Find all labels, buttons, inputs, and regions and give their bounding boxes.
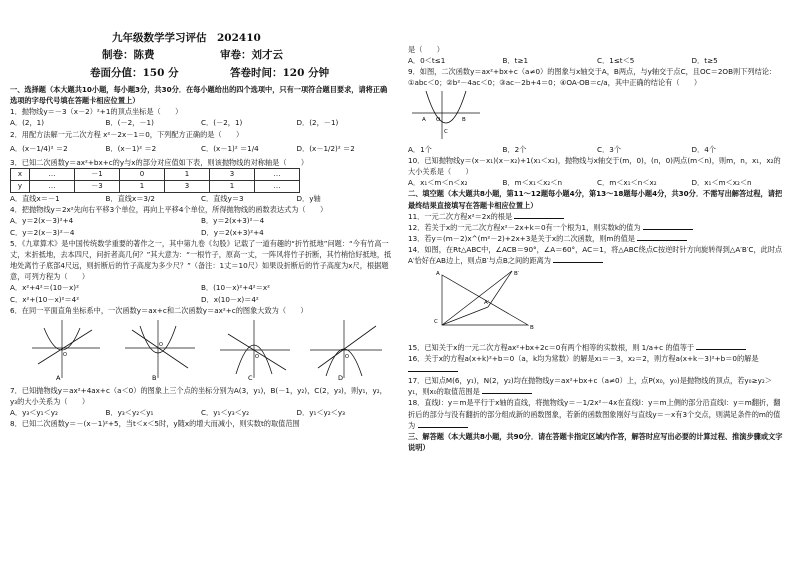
question-12 (408, 222, 786, 233)
q7-option-d: D．y₁＜y₂＜y₃ (296, 408, 346, 418)
q6-label-b: B (152, 373, 157, 382)
q16-answer-blank (408, 364, 458, 372)
q15-answer-blank (696, 342, 746, 350)
q9-label-b: B (462, 116, 466, 123)
q13-answer-blank (637, 233, 687, 241)
q5-option-a: A．x²+4²＝(10－x)² (10, 283, 79, 293)
q1-option-c: C．(－2，1) (201, 118, 243, 128)
q6-label-d: D (338, 373, 344, 382)
q7-option-b: B．y₃＜y₂＜y₁ (105, 408, 154, 418)
table-cell: … (30, 169, 75, 181)
q9-option-d: D．4个 (691, 144, 716, 154)
question-4-options-row1 (10, 215, 392, 226)
svg-text:O: O (255, 353, 259, 360)
question-5-options-row1 (10, 282, 392, 293)
q3-option-c: C．直线y＝3 (201, 194, 244, 204)
q6-graph-b (125, 320, 195, 382)
question-3: 3．已知二次函数y＝ax²+bx+c的y与x的部分对应值如下表，则该抛物线的对称轴是（ ） (10, 157, 309, 167)
q3-option-a: A．直线x＝－1 (10, 194, 60, 204)
q2-option-b: B．(x－1)² ＝2 (105, 143, 157, 153)
q7-option-c: C．y₁＜y₃＜y₂ (201, 408, 249, 418)
q14-answer-blank (553, 255, 603, 263)
q13-text: 13．若y＝(m－2)x^(m²－2)+2x+3是关于x的二次函数，则m的值是 (408, 234, 635, 244)
q6-label-a: A (56, 373, 61, 382)
q14-text: 14．如图，在Rt△ABC中，∠ACB＝90°，∠A＝60°，AC＝1，将△ABC绕点C按逆时针方向旋转得到△A′B′C，此时点A′恰好在AB边上，则点B′与点B之间的距离为 (408, 245, 783, 266)
q1-option-a: A．(2，1) (10, 118, 45, 128)
q5-option-b: B．(10－x)²+4²＝x² (201, 283, 270, 293)
table-cell: … (30, 181, 75, 193)
question-6-graphs (10, 316, 392, 382)
q12-answer-blank (643, 222, 693, 230)
question-6: 6．在同一平面直角坐标系中，一次函数y＝ax+c和二次函数y＝ax²+c的图象大致为（ ） (10, 305, 308, 315)
time-line: 答卷时间：120 分钟 (230, 67, 330, 79)
q4-option-a: A．y＝2(x－3)²+4 (10, 216, 74, 226)
q8-option-a: A．0＜t≤1 (408, 56, 446, 66)
question-4-options-row2 (10, 227, 392, 238)
q17-text: 17．已知点M(6，y₁)，N(2，y₂)均在抛物线y＝ax²+bx+c（a≠0）上，点P(x₀，y₀)是抛物线的顶点，若y₀≥y₂＞y₁，则x₀的取值范围是 (408, 376, 772, 397)
q1-option-d: D．(2，－1) (296, 118, 339, 128)
question-5-options-row2 (10, 294, 392, 305)
question-11 (408, 211, 786, 222)
q17-answer-blank (482, 386, 532, 394)
question-15 (408, 342, 786, 353)
table-row (11, 181, 300, 193)
question-10-options (408, 177, 786, 188)
table-cell: x (11, 169, 30, 181)
question-17 (408, 375, 786, 397)
table-row (11, 169, 300, 181)
q14-label-b-prime: B′ (514, 270, 520, 277)
q10-option-a: A．x₁＜m＜n＜x₂ (408, 178, 468, 188)
svg-text:O: O (159, 341, 163, 348)
q8-option-c: C．1≤t＜5 (597, 56, 635, 66)
reviewer-line: 审卷：刘才云 (220, 49, 283, 61)
q8-option-d: D．t≥5 (691, 56, 718, 66)
q7-option-a: A．y₃＜y₁＜y₂ (10, 408, 58, 418)
question-10: 10．已知抛物线y＝(x－x₁)(x－x₂)+1(x₁＜x₂)，抛物线与x轴交于(m，0)，(n，0)两点(m＜n)，则m，n，x₁，x₂的大小关系是（ ） (408, 155, 781, 177)
q10-option-d: D．x₁＜m＜x₂＜n (691, 178, 752, 188)
table-cell: 3 (210, 169, 255, 181)
table-cell: 1 (210, 181, 255, 193)
left-column (10, 0, 392, 561)
question-2: 2．用配方法解一元二次方程 x²－2x－1＝0，下列配方正确的是（ ） (10, 129, 244, 139)
q14-label-a: A (436, 270, 440, 277)
q15-text: 15．已知关于x的一元二次方程ax²+bx+2c＝0有两个相等的实数根，则 1/a+c 的值等于 (408, 342, 695, 352)
q1-option-b: B．(－2，－1) (105, 118, 154, 128)
table-cell: 1 (120, 181, 165, 193)
q12-text: 12．若关于x的一元二次方程x²－2x+k＝0有一个根为1，则实数k的值为 (408, 222, 641, 232)
table-cell: … (255, 181, 300, 193)
question-18 (408, 397, 786, 430)
q6-graph-c (220, 320, 290, 382)
q14-label-c: C (434, 318, 438, 325)
q11-answer-blank (514, 211, 564, 219)
q9-label-c: C (444, 128, 448, 135)
section-2-heading: 二、填空题（本大题共8小题，第11～12题每小题4分，第13～18题每小题4分，共30分．不需写出解答过程，请把最终结果直接填写在答题卡相应位置上） (408, 189, 783, 210)
section-3-heading: 三、解答题（本大题共8小题，共90分．请在答题卡指定区域内作答，解答时应写出必要的计算过程、推演步骤或文字说明） (408, 431, 783, 453)
table-cell: 0 (120, 169, 165, 181)
question-8-options (408, 55, 786, 66)
question-2-options (10, 143, 392, 154)
q11-text: 11．一元二次方程x²＝2x的根是 (408, 211, 513, 221)
question-3-options (10, 193, 392, 204)
section-1-heading: 一、选择题（本大题共10小题，每小题3分，共30分．在每小题给出的四个选项中，只有一项符合题目要求，请将正确选项的字母代号填在答题卡相应位置上） (10, 85, 388, 106)
q3-option-b: B．直线x＝3/2 (105, 194, 156, 204)
question-8: 8．已知二次函数y＝－(x－1)²+5，当t＜x＜5时，y随x的增大而减小，则实数t的取值范围 (10, 419, 300, 429)
q9-label-o: O (436, 116, 441, 123)
question-9-options (408, 144, 786, 155)
q6-label-c: C (248, 373, 253, 382)
q5-option-c: C．x²+(10－x)²＝4² (10, 294, 80, 304)
question-9-figure (408, 89, 488, 141)
q2-option-d: D．(x－1/2)² ＝2 (296, 143, 355, 153)
q10-option-c: C．m＜x₁＜n＜x₂ (597, 178, 657, 188)
score-line: 卷面分值：150 分 (90, 67, 179, 79)
exam-title: 九年级数学学习评估 202410 (112, 32, 261, 44)
table-cell: 3 (165, 181, 210, 193)
table-cell: … (255, 169, 300, 181)
question-9: 9．如图，二次函数y＝ax²+bx+c（a≠0）的图象与x轴交于A，B两点，与y轴交于点C，且OC＝2OB则下列结论：①abc＜0；②b²－4ac＜0；③ac－2b+4＝0；④OA·OB＝c/a，其中正确的结论有（ ） (408, 67, 777, 88)
q14-label-a-prime: A′ (484, 299, 490, 306)
question-4: 4．把抛物线y＝2x²先向右平移3个单位，再向上平移4个单位，所得抛物线的函数表达式为（ ） (10, 205, 328, 215)
q3-option-d: D．y轴 (296, 194, 321, 204)
question-14 (408, 244, 786, 266)
maker-line: 制卷：陈费 (102, 49, 155, 61)
question-16 (408, 353, 786, 375)
q8-option-b: B．t≥1 (502, 56, 529, 66)
q18-answer-blank (418, 420, 468, 428)
q9-option-b: B．2个 (502, 144, 527, 154)
q9-option-a: A．1个 (408, 144, 432, 154)
table-cell: y (11, 181, 30, 193)
q4-option-d: D．y＝2(x+3)²+4 (201, 227, 264, 237)
question-13 (408, 233, 786, 244)
q9-label-a: A (422, 116, 426, 123)
q16-text: 16．关于x的方程a(x+k)²+b＝0（a，k均为常数）的解是x₁＝－3，x₂＝2，则方程a(x+k－3)²+b＝0的解是 (408, 353, 759, 363)
q4-option-b: B．y＝2(x+3)²－4 (201, 216, 265, 226)
question-5: 5．《九章算术》是中国传统数学重要的著作之一，其中第九卷《勾股》记载了一道有趣的“折竹抵地”问题：“今有竹高一丈，末折抵地，去本四尺，问折者高几何？”其大意为：“一根竹子，原高一丈，一阵风将竹子折断，其竹梢恰好抵地，抵地处离竹子底部4尺远，则折断后的竹子高度为多少尺？”（备注：1丈＝10尺）如果设折断后的竹子高度为x尺，根据题意，可列方程为（ ） (10, 238, 392, 282)
table-cell: －3 (75, 181, 120, 193)
q10-option-b: B．m＜x₁＜x₂＜n (502, 178, 563, 188)
q6-graph-d (310, 320, 382, 382)
table-cell: －1 (75, 169, 120, 181)
svg-text:O: O (63, 351, 67, 358)
question-14-figure (428, 267, 548, 339)
q9-option-c: C．3个 (597, 144, 621, 154)
q5-option-d: D．x(10－x)＝4² (201, 294, 259, 304)
svg-text:O: O (345, 353, 349, 360)
q14-label-b: B (530, 324, 534, 331)
q2-option-c: C．(x－1)² ＝1/4 (201, 143, 259, 153)
question-3-table (10, 168, 300, 193)
question-1-options (10, 117, 392, 128)
table-cell: 1 (165, 169, 210, 181)
q6-graph-a (32, 320, 100, 382)
question-7: 7．已知抛物线y＝ax²+4ax+c（a＜0）的图象上三个点的坐标分别为A(3，y₁)，B(－1，y₂)，C(2，y₃)，则y₁，y₂，y₃的大小关系为（ ） (10, 385, 387, 407)
right-column (408, 0, 786, 561)
q4-option-c: C．y＝2(x－3)²－4 (10, 227, 75, 237)
question-7-options (10, 407, 392, 418)
q2-option-a: A．(x－1/4)² ＝2 (10, 143, 68, 153)
question-1: 1．抛物线y＝－3（x－2）²+1的顶点坐标是（ ） (10, 107, 183, 117)
q18-text: 18．直线l：y＝m是平行于x轴的直线，将抛物线y＝－1/2x²－4x在直线l：y＝m上侧的部分沿直线l：y＝m翻折，翻折后的部分与没有翻折的部分组成新的函数图象，若新的函数图象刚好与直线y＝－x有3个交点，则满足条件的m的值为 (408, 398, 781, 430)
question-8-continued: 是（ ） (408, 45, 444, 54)
